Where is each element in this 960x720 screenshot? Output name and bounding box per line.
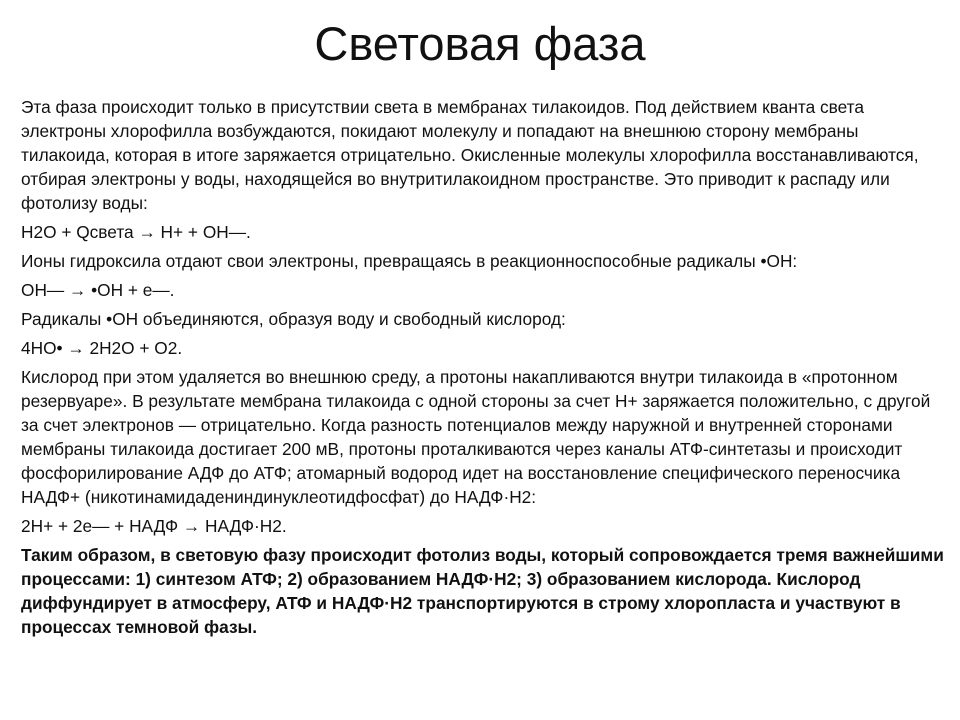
equation-hydroxyl-radical: OH— → •OH + е—.	[21, 280, 175, 300]
slide-title: Световая фаза	[314, 17, 646, 70]
paragraph-radicals-combine: Радикалы •OH объединяются, образуя воду и свободный кислород:	[21, 309, 566, 329]
equation-water-photolysis: H2O + Qсвета → H+ + OH—.	[21, 222, 251, 242]
paragraph-proton-reservoir: Кислород при этом удаляется во внешнюю среду, а протоны накапливаются внутри тилакоида в «протонном резервуаре». В результате мембрана тилакоида с одной стороны за счет Н+ заряжается положительно, с другой за счет электронов — отрицательно. Когда разность потенциалов между наружной и внутренней сторонами мембраны тилакоида достигает 200 мВ, протоны проталкиваются через каналы АТФ-синтетазы и происходит фосфорилирование АДФ до АТФ; атомарный водород идет на восстановление специфического переносчика НАДФ+ (никотинамидадениндинуклеотидфосфат) до НАДФ·Н2:	[21, 367, 931, 507]
paragraph-conclusion: Таким образом, в световую фазу происходит фотолиз воды, который сопровождается тремя важнейшими процессами: 1) синтезом АТФ; 2) образованием НАДФ·Н2; 3) образованием кислорода. Кислород диффундирует в атмосферу, АТФ и НАДФ·Н2 транспортируются в строму хлоропласта и участвуют в процессах темновой фазы.	[21, 545, 944, 637]
equation-oxygen-formation: 4НО• → 2Н2О + О2.	[21, 338, 183, 358]
slide-body	[21, 95, 951, 644]
paragraph-hydroxyl-ions: Ионы гидроксила отдают свои электроны, превращаясь в реакционноспособные радикалы •OH:	[21, 251, 798, 271]
paragraph-intro: Эта фаза происходит только в присутствии света в мембранах тилакоидов. Под действием кванта света электроны хлорофилла возбуждаются, покидают молекулу и попадают на внешнюю сторону мембраны тилакоида, которая в итоге заряжается отрицательно. Окисленные молекулы хлорофилла восстанавливаются, отбирая электроны у воды, находящейся во внутритилакоидном пространстве. Это приводит к распаду или фотолизу воды:	[21, 97, 919, 213]
equation-nadph: 2Н+ + 2е— + НАДФ → НАДФ·Н2.	[21, 516, 287, 536]
